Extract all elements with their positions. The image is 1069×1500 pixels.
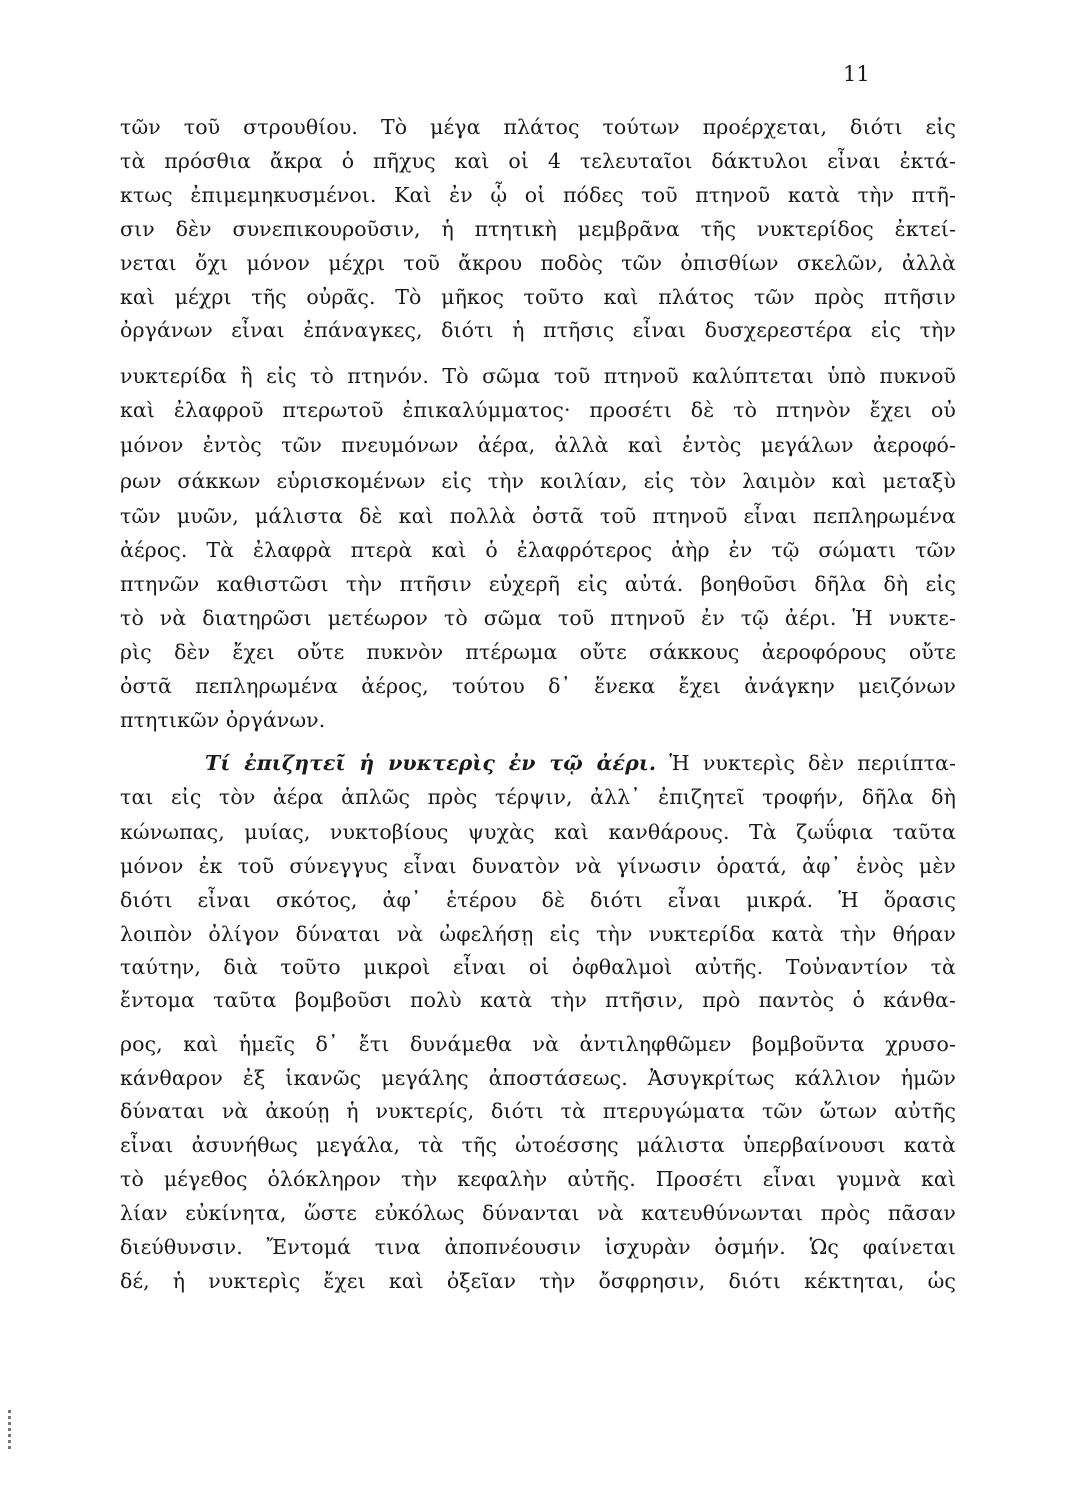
text-line: ταύτην, διὰ τοῦτο μικροὶ εἶναι οἱ ὀφθαλμοὶ αὐτῆς. Τοὐναντίον τὰ [120,955,956,979]
section-first-line-text: Ἡ νυκτερὶς δὲν περιίπτα- [669,751,956,775]
text-line: ἔντομα ταῦτα βομβοῦσι πολὺ κατὰ τὴν πτῆσιν, πρὸ παντὸς ὁ κάνθα- [120,988,956,1012]
text-line: λοιπὸν ὀλίγον δύναται νὰ ὠφελήσῃ εἰς τὴν νυκτερίδα κατὰ τὴν θήραν [120,922,956,946]
text-line: κώνωπας, μυίας, νυκτοβίους ψυχὰς καὶ κανθάρους. Τὰ ζωΰφια ταῦτα [120,820,956,844]
text-line: λίαν εὐκίνητα, ὥστε εὐκόλως δύνανται νὰ κατευθύνωνται πρὸς πᾶσαν [120,1201,956,1225]
text-line: ἀέρος. Τὰ ἐλαφρὰ πτερὰ καὶ ὁ ἐλαφρότερος ἀὴρ ἐν τῷ σώματι τῶν [120,538,956,562]
text-line: δέ, ἡ νυκτερὶς ἔχει καὶ ὀξεῖαν τὴν ὄσφρησιν, διότι κέκτηται, ὡς [120,1269,956,1293]
text-line: πτηνῶν καθιστῶσι τὴν πτῆσιν εὐχερῆ εἰς αὐτά. βοηθοῦσι δῆλα δὴ εἰς [120,572,956,596]
text-line: μόνον ἐκ τοῦ σύνεγγυς εἶναι δυνατὸν νὰ γίνωσιν ὁρατά, ἀφ᾽ ἑνὸς μὲν [120,854,956,878]
text-line: σιν δὲν συνεπικουροῦσιν, ἡ πτητικὴ μεμβρᾶνα τῆς νυκτερίδος ἐκτεί- [120,217,956,241]
text-line: ρος, καὶ ἡμεῖς δ᾽ ἔτι δυνάμεθα νὰ ἀντιληφθῶμεν βομβοῦντα χρυσο- [120,1032,956,1056]
text-line: καὶ ἐλαφροῦ πτερωτοῦ ἐπικαλύμματος· προσέτι δὲ τὸ πτηνὸν ἔχει οὐ [120,398,956,422]
section-first-line [205,750,956,776]
text-line: τῶν μυῶν, μάλιστα δὲ καὶ πολλὰ ὀστᾶ τοῦ πτηνοῦ εἶναι πεπληρωμένα [120,504,956,528]
text-line: τὰ πρόσθια ἄκρα ὁ πῆχυς καὶ οἱ 4 τελευταῖοι δάκτυλοι εἶναι ἐκτά- [120,149,956,173]
text-line: νεται ὄχι μόνον μέχρι τοῦ ἄκρου ποδὸς τῶν ὀπισθίων σκελῶν, ἀλλὰ [120,251,956,275]
text-line: εἶναι ἀσυνήθως μεγάλα, τὰ τῆς ὠτοέσσης μάλιστα ὑπερβαίνουσι κατὰ [120,1133,956,1157]
text-line: τὸ μέγεθος ὁλόκληρον τὴν κεφαλὴν αὐτῆς. Προσέτι εἶναι γυμνὰ καὶ [120,1167,956,1191]
page-number: 11 [843,62,870,86]
section-heading: Τί ἐπιζητεῖ ἡ νυκτερὶς ἐν τῷ ἀέρι. [205,751,657,775]
text-line: καὶ μέχρι τῆς οὐρᾶς. Τὸ μῆκος τοῦτο καὶ πλάτος τῶν πρὸς πτῆσιν [120,285,956,309]
text-line: κτως ἐπιμεμηκυσμένοι. Καὶ ἐν ᾧ οἱ πόδες τοῦ πτηνοῦ κατὰ τὴν πτῆ- [120,183,956,207]
text-line: νυκτερίδα ἢ εἰς τὸ πτηνόν. Τὸ σῶμα τοῦ πτηνοῦ καλύπτεται ὑπὸ πυκνοῦ [120,364,956,388]
scan-margin-mark [8,1410,11,1452]
text-line: ὀστᾶ πεπληρωμένα ἀέρος, τούτου δ᾽ ἕνεκα ἔχει ἀνάγκην μειζόνων [120,674,956,698]
text-line: ρων σάκκων εὑρισκομένων εἰς τὴν κοιλίαν, εἰς τὸν λαιμὸν καὶ μεταξὺ [120,469,956,493]
text-line: μόνον ἐντὸς τῶν πνευμόνων ἀέρα, ἀλλὰ καὶ ἐντὸς μεγάλων ἀεροφό- [120,433,956,457]
text-line: κάνθαρον ἐξ ἱκανῶς μεγάλης ἀποστάσεως. Ἀσυγκρίτως κάλλιον ἡμῶν [120,1066,956,1090]
text-line: τὸ νὰ διατηρῶσι μετέωρον τὸ σῶμα τοῦ πτηνοῦ ἐν τῷ ἀέρι. Ἡ νυκτε- [120,606,956,630]
text-line: ρὶς δὲν ἔχει οὔτε πυκνὸν πτέρωμα οὔτε σάκκους ἀεροφόρους οὔτε [120,640,956,664]
text-line: δύναται νὰ ἀκούῃ ἡ νυκτερίς, διότι τὰ πτερυγώματα τῶν ὤτων αὐτῆς [120,1099,956,1123]
text-line: πτητικῶν ὀργάνων. [120,708,326,732]
text-line: ται εἰς τὸν ἀέρα ἁπλῶς πρὸς τέρψιν, ἀλλ᾽ ἐπιζητεῖ τροφήν, δῆλα δὴ [120,785,956,809]
text-line: ὀργάνων εἶναι ἐπάναγκες, διότι ἡ πτῆσις εἶναι δυσχερεστέρα εἰς τὴν [120,318,956,342]
text-line: διεύθυνσιν. Ἔντομά τινα ἀποπνέουσιν ἰσχυρὰν ὀσμήν. Ὡς φαίνεται [120,1235,956,1259]
text-line: διότι εἶναι σκότος, ἀφ᾽ ἑτέρου δὲ διότι εἶναι μικρά. Ἡ ὅρασις [120,888,956,912]
text-line: τῶν τοῦ στρουθίου. Τὸ μέγα πλάτος τούτων προέρχεται, διότι εἰς [120,115,956,139]
